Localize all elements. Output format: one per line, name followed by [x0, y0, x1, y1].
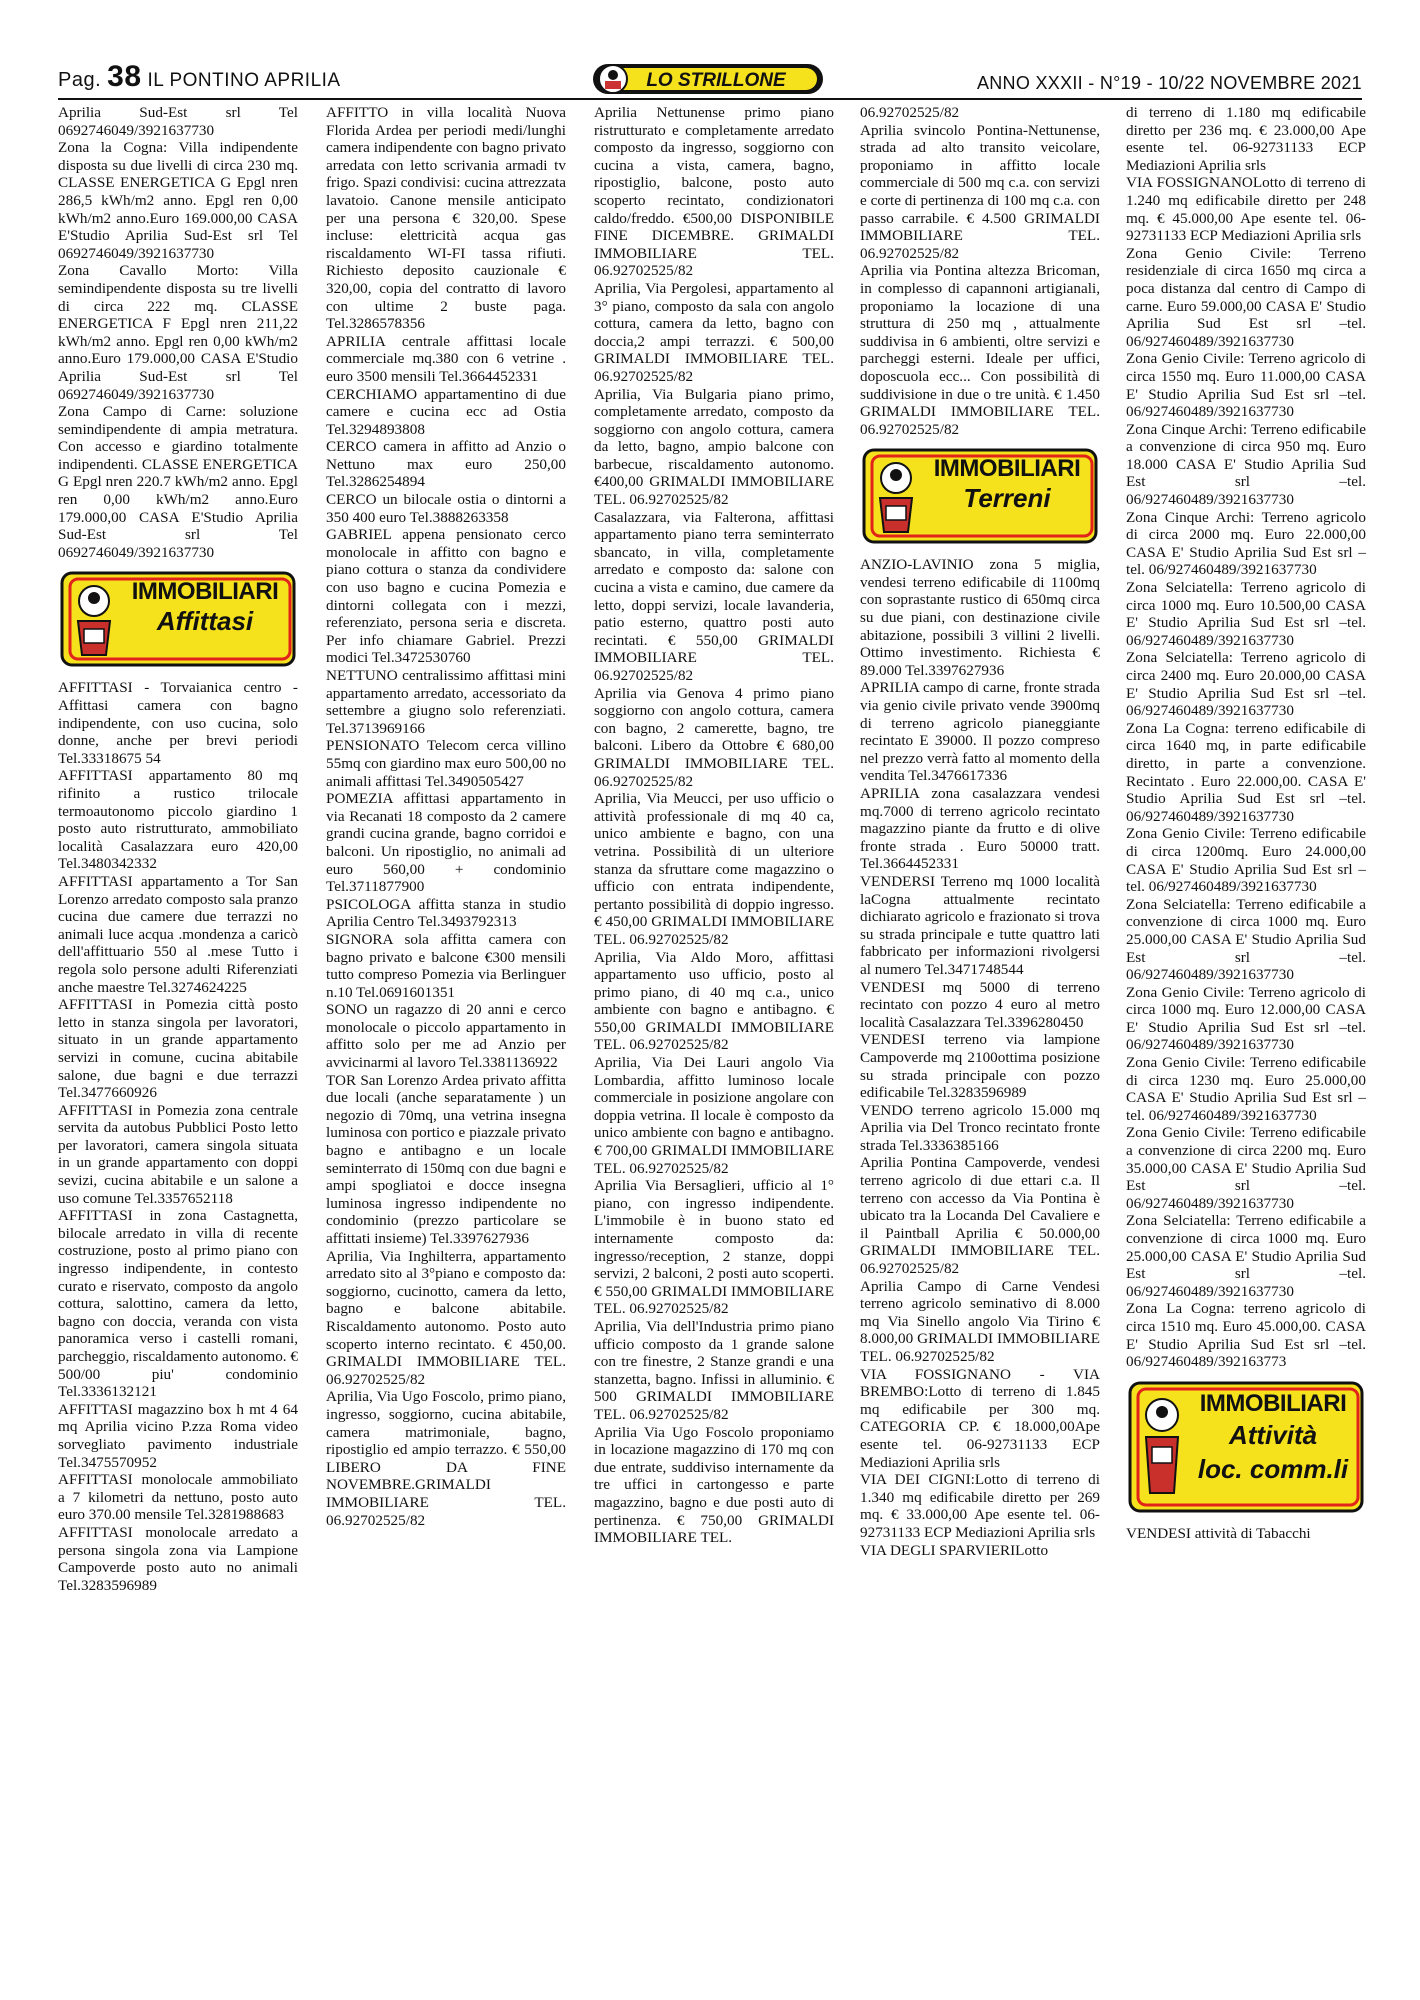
- ad-text: Zona Cinque Archi: Terreno agricolo di circa 2000 mq. Euro 22.000,00 CASA E' Studio Aprilia Sud Est srl –tel. 06/927460489/3921637730: [1126, 508, 1366, 579]
- ad-text: AFFITTASI in zona Castagnetta, bilocale arredato in villa di recente costruzione, posto al primo piano con ingresso indipendente, in contesto curato e riservato, composto da angolo cottura, salottino, camera da letto, bagno con doccia, veranda con vista panoramica verso i castelli romani, parcheggio, riscaldamento autonomo. € 500/00 piu' condominio Tel.3336132121: [58, 1207, 298, 1401]
- ad-text: VENDERSI Terreno mq 1000 località laCogna attualmente recintato dichiarato agricolo e frazionato si trova su strada principale e tutte quattro lati fabbricato per informazioni rivolgersi al numero Tel.3471748544: [860, 872, 1100, 978]
- issue-info: ANNO XXXII - N°19 - 10/22 NOVEMBRE 2021: [976, 73, 1362, 93]
- ad-text: Zona Genio Civile: Terreno edificabile a convenzione di circa 2200 mq. Euro 35.000,00 CASA E' Studio Aprilia Sud Est srl –tel. 06/927460489/3921637730: [1126, 1124, 1366, 1212]
- ad-text: Aprilia Via Bersaglieri, ufficio al 1° piano, con ingresso indipendente. L'immobile è in buono stato ed internamente composto da: ingresso/reception, 2 stanze, doppi servizi, 2 balconi, 2 posti auto scoperti. € 550,00 GRIMALDI IMMOBILIARE TEL. 06.92702525/82: [594, 1177, 834, 1318]
- ad-text: AFFITTASI monolocale ammobiliato a 7 kilometri da nettuno, posto auto euro 370.00 mensile Tel.3281988683: [58, 1471, 298, 1524]
- ad-text: AFFITTO in villa località Nuova Florida Ardea per periodi medi/lunghi camera indipendente con bagno privato arredata con letto scrivania armadi tv frigo. Spazi condivisi: cucina attrezzata lavatoio. Canone mensile anticipato per una persona € 320,00. Spese incluse: elettricità acqua gas riscaldamento WI-FI tassa rifiuti. Richiesto deposito cauzionale € 320,00, copia del contratto di lavoro con ultime 2 buste paga. Tel.3286578356: [326, 104, 566, 333]
- ad-text: Zona Campo di Carne: soluzione semindipendente di ampia metratura. Con accesso e giardino totalmente indipendenti. CLASSE ENERGETICA G Epgl nren 220.7 kWh/m2 anno. Epgl ren 0,00 kWh/m2 anno.Euro 179.000,00 CASA E'Studio Aprilia Sud-Est srl Tel 0692746049/3921637730: [58, 403, 298, 561]
- badge-title: IMMOBILIARI: [131, 578, 279, 606]
- ad-text: Zona la Cogna: Villa indipendente disposta su due livelli di circa 230 mq. CLASSE ENERGETICA G Epgl nren 286,5 kWh/m2 anno. Epgl ren 0,00 kWh/m2 anno.Euro 169.000,00 CASA E'Studio Aprilia Sud-Est srl Tel 0692746049/3921637730: [58, 139, 298, 262]
- ad-text: VIA DEI CIGNI:Lotto di terreno di 1.340 mq edificabile diretto per 269 mq. € 33.000,00 Ape esente tel. 06-92731133 ECP Mediazioni Aprilia srls: [860, 1471, 1100, 1541]
- ad-text: Zona Selciatella: Terreno agricolo di circa 1000 mq. Euro 10.500,00 CASA E' Studio Aprilia Sud Est srl –tel. 06/927460489/3921637730: [1126, 579, 1366, 649]
- ad-text: VENDESI mq 5000 di terreno recintato con pozzo 4 euro al metro località Casalazzara Tel.3396280450: [860, 978, 1100, 1031]
- badge-subtitle: Terreni: [963, 483, 1051, 514]
- ad-text: VIA FOSSIGNANOLotto di terreno di 1.240 mq edificabile diretto per 248 mq. € 45.000,00 Ape esente tel. 06-92731133 ECP Mediazioni Aprilia srls: [1126, 174, 1366, 245]
- page-number: 38: [107, 60, 142, 93]
- ad-text: Zona Genio Civile: Terreno edificabile di circa 1200mq. Euro 24.000,00 CASA E' Studio Aprilia Sud Est srl –tel. 06/927460489/3921637730: [1126, 825, 1366, 896]
- ad-text: Aprilia, Via Meucci, per uso ufficio o attività professionale di mq 40 ca, unico ambiente e bagno, con una vetrina. Possibilità di un ulteriore stanza da sfruttare come magazzino o ufficio con entrata indipendente, pertanto possibilità di doppio ingresso. € 450,00 GRIMALDI IMMOBILIARE TEL. 06.92702525/82: [594, 790, 834, 948]
- ad-text: Zona Cavallo Morto: Villa semindipendente disposta su tre livelli di circa 222 mq. CLASSE ENERGETICA F Epgl nren 211,22 kWh/m2 anno. Epgl ren 0,00 kWh/m2 anno.Euro 179.000,00 CASA E'Studio Aprilia Sud-Est srl Tel 0692746049/3921637730: [58, 262, 298, 403]
- ad-text: VENDO terreno agricolo 15.000 mq Aprilia via Del Tronco recintato fronte strada Tel.3336385166: [860, 1101, 1100, 1154]
- section-badge-attivita: [1128, 1381, 1364, 1513]
- ad-text: SIGNORA sola affitta camera con bagno privato e balcone €300 mensili tutto compreso Pomezia via Berlinguer n.10 Tel.0691601351: [326, 930, 566, 1001]
- ad-text: Aprilia Pontina Campoverde, vendesi terreno agricolo di due ettari c.a. Il terreno con accesso da Via Pontina è ubicato tra la Locanda Del Cavaliere e il Paintball Aprilia € 50.000,00 GRIMALDI IMMOBILIARE TEL. 06.92702525/82: [860, 1154, 1100, 1278]
- ad-text: VIA FOSSIGNANO - VIA BREMBO:Lotto di terreno di 1.845 mq edificabile per 300 mq. CATEGORIA CP. € 18.000,00Ape esente tel. 06-92731133 ECP Mediazioni Aprilia srls: [860, 1365, 1100, 1471]
- ad-text: Zona La Cogna: terreno agricolo di circa 1510 mq. Euro 45.000,00. CASA E' Studio Aprilia Sud Est srl –tel. 06/927460489/392163773: [1126, 1300, 1366, 1371]
- ad-text: VENDESI terreno via lampione Campoverde mq 2100ottima posizione su strada principale con pozzo edificabile Tel.3283596989: [860, 1031, 1100, 1102]
- ad-text: APRILIA zona casalazzara vendesi mq.7000 di terreno agricolo recintato magazzino piante da frutto e di olive fronte strada . Euro 50000 tratt. Tel.3664452331: [860, 785, 1100, 873]
- ad-text: Zona Cinque Archi: Terreno edificabile a convenzione di circa 950 mq. Euro 18.000 CASA E' Studio Aprilia Sud Est srl –tel. 06/927460489/3921637730: [1126, 420, 1366, 509]
- ad-text: Aprilia, Via dell'Industria primo piano ufficio composto da 1 grande salone con tre finestre, 2 Stanze grandi e una stanzetta, bagno. Infissi in alluminio. € 500 GRIMALDI IMMOBILIARE TEL. 06.92702525/82: [594, 1317, 834, 1423]
- ad-text: Aprilia, Via Ugo Foscolo, primo piano, ingresso, soggiorno, cucina abitabile, camera matrimoniale, bagno, ripostiglio ed ampio terrazzo. € 550,00 LIBERO DA FINE NOVEMBRE.GRIMALDI IMMOBILIARE TEL. 06.92702525/82: [326, 1388, 566, 1529]
- ad-text: Zona Genio Civile: Terreno agricolo di circa 1550 mq. Euro 11.000,00 CASA E' Studio Aprilia Sud Est srl –tel. 06/927460489/3921637730: [1126, 350, 1366, 421]
- ad-text: APRILIA centrale affittasi locale commerciale mq.380 con 6 vetrine . euro 3500 mensili Tel.3664452331: [326, 332, 566, 385]
- ad-text: Aprilia Sud-Est srl Tel 0692746049/3921637730: [58, 104, 298, 139]
- ad-text: Aprilia, Via Pergolesi, appartamento al 3° piano, composto da sala con angolo cottura, camera da letto, bagno con doccia,2 ampi terrazzi. € 500,00 GRIMALDI IMMOBILIARE TEL. 06.92702525/82: [594, 279, 834, 385]
- column-1: [58, 104, 298, 1964]
- ad-text: PSICOLOGA affitta stanza in studio Aprilia Centro Tel.3493792313: [326, 895, 566, 931]
- ad-text: Aprilia svincolo Pontina-Nettunense, strada ad alto transito veicolare, proponiamo in affitto locale commerciale di 500 mq c.a. con servizi e corte di pertinenza di 100 mq c.a. con passo carrabile. € 4.500 GRIMALDI IMMOBILIARE TEL. 06.92702525/82: [860, 121, 1100, 262]
- badge-title: IMMOBILIARI: [933, 455, 1081, 483]
- badge-subtitle-2: loc. comm.li: [1197, 1453, 1349, 1484]
- ad-text: CERCHIAMO appartamentino di due camere e cucina ecc ad Ostia Tel.3294893808: [326, 385, 566, 438]
- ad-text: AFFITTASI appartamento 80 mq rifinito a rustico trilocale termoautonomo piccolo giardino 1 posto auto ristrutturato, ammobiliato località Casalazzara euro 420,00 Tel.3480342332: [58, 767, 298, 873]
- header-left: [58, 60, 341, 94]
- column-4: [860, 104, 1100, 1964]
- ad-text: POMEZIA affittasi appartamento in via Recanati 18 composto da 2 camere grandi cucina grande, bagno corridoi e balconi. Un ripostiglio, no animali ad euro 560,00 + condominio Tel.3711877900: [326, 790, 566, 896]
- ad-text: GABRIEL appena pensionato cerco monolocale in affitto con bagno e piano cottura o stanza da condividere con uso bagno e cucina Pomezia e dintorni collegata con i mezzi, referenziato, persona seria e discreta. Per info chiamare Gabriel. Prezzi modici Tel.3472530760: [326, 526, 566, 667]
- ad-text: AFFITTASI in Pomezia città posto letto in stanza singola per lavoratori, situato in un grande appartamento servizi in comune, cucina abitabile salone, due bagni e due terrazzi Tel.3477660926: [58, 996, 298, 1102]
- ad-text: PENSIONATO Telecom cerca villino 55mq con giardino max euro 500,00 no animali affittasi Tel.3490505427: [326, 737, 566, 790]
- ad-text: NETTUNO centralissimo affittasi mini appartamento arredato, accessoriato da settembre a giugno solo referenziati. Tel.3713969166: [326, 667, 566, 737]
- lo-strillone-logo: [591, 60, 825, 98]
- logo-text: LO STRILLONE: [646, 70, 786, 91]
- ad-text: Aprilia via Genova 4 primo piano soggiorno con angolo cottura, camera con bagno, 2 camerette, bagno, tre balconi. Libero da Ottobre € 680,00 GRIMALDI IMMOBILIARE TEL. 06.92702525/82: [594, 684, 834, 790]
- ad-text: Zona Selciatella: Terreno edificabile a convenzione di circa 1000 mq. Euro 25.000,00 CASA E' Studio Aprilia Sud Est srl –tel. 06/927460489/3921637730: [1126, 1212, 1366, 1300]
- ad-text: AFFITTASI magazzino box h mt 4 64 mq Aprilia vicino P.zza Roma video sorvegliato pavimento industriale Tel.3475570952: [58, 1400, 298, 1471]
- column-3: [594, 104, 834, 1964]
- ad-text: Zona La Cogna: terreno edificabile di circa 1640 mq, in parte edificabile diretto, in parte a convenzione. Recintato . Euro 22.000,00. CASA E' Studio Aprilia Sud Est srl –tel. 06/927460489/3921637730: [1126, 719, 1366, 825]
- ad-text: Aprilia via Pontina altezza Bricoman, in complesso di capannoni artigianali, proponiamo la locazione di una struttura di 250 mq , attualmente suddivisa in 6 ambienti, oltre servizi e parcheggi esterni. Ideale per uffici, doposcuola ecc... Con possibilità di suddivisione in due o tre unità. € 1.450 GRIMALDI IMMOBILIARE TEL. 06.92702525/82: [860, 262, 1100, 438]
- ad-text: TOR San Lorenzo Ardea privato affitta due locali (anche separatamente ) un negozio di 70mq, una vetrina insegna luminosa con portico e piazzale privato bagno e antibagno e un locale seminterrato di 150mq con due bagni e ampi spogliatoi e docce insegna luminosa ingresso indipendente no condominio (prezzo particolare se affittati insieme) Tel.3397627936: [326, 1071, 566, 1247]
- ad-text: CERCO un bilocale ostia o dintorni a 350 400 euro Tel.3888263358: [326, 491, 566, 526]
- ad-text: ANZIO-LAVINIO zona 5 miglia, vendesi terreno edificabile di 1100mq con soprastante rustico di 650mq circa su due piani, con destinazione civile abitazione, possibili 3 villini 2 livelli. Ottimo investimento. Richiesta € 89.000 Tel.3397627936: [860, 556, 1100, 679]
- ad-text: Aprilia, Via Inghilterra, appartamento arredato sito al 3°piano e composto da: soggiorno, cucinotto, camera da letto, bagno e balcone abitabile. Riscaldamento autonomo. Posto auto scoperto interno recintato. € 450,00. GRIMALDI IMMOBILIARE TEL. 06.92702525/82: [326, 1247, 566, 1388]
- ad-text: AFFITTASI - Torvaianica centro - Affittasi camera con bagno indipendente, con uso cucina, solo donne, anche per brevi periodi Tel.33318675 54: [58, 679, 298, 767]
- page-label: Pag.: [58, 69, 102, 91]
- badge-title: IMMOBILIARI: [1199, 1389, 1347, 1417]
- ad-text: Aprilia Nettunense primo piano ristrutturato e completamente arredato composto da ingresso, soggiorno con cucina a vista, camera, bagno, ripostiglio, balcone, posto auto scoperto recintato, condizionatori caldo/freddo. €500,00 DISPONIBILE FINE DICEMBRE. GRIMALDI IMMOBILIARE TEL. 06.92702525/82: [594, 104, 834, 280]
- badge-subtitle: Attività: [1228, 1419, 1318, 1450]
- ad-text: Casalazzara, via Falterona, affittasi appartamento piano terra seminterrato sbancato, in villa, completamente arredato e composto da: salone con cucina a vista e camino, due camere da letto, doppi servizi, locale lavanderia, patio esterno, quattro posti auto recintati. € 550,00 GRIMALDI IMMOBILIARE TEL. 06.92702525/82: [594, 508, 834, 684]
- ad-text: di terreno di 1.180 mq edificabile diretto per 236 mq. € 23.000,00 Ape esente tel. 06-92731133 ECP Mediazioni Aprilia srls: [1126, 104, 1366, 174]
- ad-text: Zona Genio Civile: Terreno agricolo di circa 1000 mq. Euro 12.000,00 CASA E' Studio Aprilia Sud Est srl –tel. 06/927460489/3921637730: [1126, 983, 1366, 1054]
- ad-text: AFFITTASI in Pomezia zona centrale servita da autobus Pubblici Posto letto per lavoratori, camera singola situata in un grande appartamento con doppi sevizi, cucina abitabile e un salone a uso comune Tel.3357652118: [58, 1101, 298, 1207]
- ad-text: Aprilia, Via Bulgaria piano primo, completamente arredato, composto da soggiorno con angolo cottura, camera da letto, bagno, ampio balcone con barbecue, riscaldamento autonomo. €400,00 GRIMALDI IMMOBILIARE TEL. 06.92702525/82: [594, 385, 834, 509]
- ad-text: Aprilia, Via Aldo Moro, affittasi appartamento uso ufficio, posto al primo piano, di 40 mq c.a., unico ambiente con bagno e antibagno. € 550,00 GRIMALDI IMMOBILIARE TEL. 06.92702525/82: [594, 948, 834, 1054]
- logo-graphic: [591, 60, 825, 98]
- section-badge-terreni: [862, 448, 1098, 544]
- section-badge-affittasi: [60, 571, 296, 667]
- column-2: [326, 104, 566, 1964]
- ad-text: VENDESI attività di Tabacchi: [1126, 1524, 1311, 1542]
- ad-text: Aprilia Campo di Carne Vendesi terreno agricolo seminativo di 8.000 mq Via Sinello angolo Via Tirino € 8.000,00 GRIMALDI IMMOBILIARE TEL. 06.92702525/82: [860, 1277, 1100, 1365]
- ad-text: 06.92702525/82: [860, 104, 960, 121]
- ad-text: Zona Selciatella: Terreno agricolo di circa 2400 mq. Euro 20.000,00 CASA E' Studio Aprilia Sud Est srl –tel. 06/927460489/3921637730: [1126, 649, 1366, 720]
- ad-text: VIA DEGLI SPARVIERILotto: [860, 1541, 1049, 1559]
- ad-text: Aprilia Via Ugo Foscolo proponiamo in locazione magazzino di 170 mq con due entrate, suddiviso internamente da tre uffici in cartongesso e parte magazzino, bagno e due posti auto di pertinenza. € 750,00 GRIMALDI IMMOBILIARE TEL.: [594, 1423, 834, 1547]
- ad-text: AFFITTASI appartamento a Tor San Lorenzo arredato composto sala pranzo cucina due camere due terrazzi no animali luce acqua .mondenza a caricò dell'affittuario 550 al .mese Tutto i regola solo persone adulti Riferenziati anche maestre Tel.3274624225: [58, 872, 298, 996]
- ad-text: Aprilia, Via Dei Lauri angolo Via Lombardia, affitto luminoso locale commerciale in posizione angolare con doppia vetrina. Il locale è composto da unico ambiente con bagno e antibagno. € 700,00 GRIMALDI IMMOBILIARE TEL. 06.92702525/82: [594, 1054, 834, 1177]
- ad-text: AFFITTASI monolocale arredato a persona singola zona via Lampione Campoverde posto auto no animali Tel.3283596989: [58, 1523, 298, 1594]
- publication-name: IL PONTINO APRILIA: [147, 70, 341, 91]
- ad-text: APRILIA campo di carne, fronte strada via genio civile privato vende 3900mq di terreno agricolo pianeggiante recintato E 39000. Il pozzo compreso nel prezzo verrà fatto al momento della vendita Tel.3476617336: [860, 679, 1100, 785]
- ad-text: SONO un ragazzo di 20 anni e cerco monolocale o piccolo appartamento in affitto solo per me ad Anzio per avvicinarmi al lavoro Tel.3381136922: [326, 1001, 566, 1072]
- ad-text: Zona Genio Civile: Terreno residenziale di circa 1650 mq circa a poca distanza dal centro di Campo di carne. Euro 59.000,00 CASA E' Studio Aprilia Sud Est srl –tel. 06/927460489/3921637730: [1126, 244, 1366, 350]
- column-5: [1126, 104, 1366, 1964]
- ad-text: Zona Genio Civile: Terreno edificabile di circa 1230 mq. Euro 25.000,00 CASA E' Studio Aprilia Sud Est srl –tel. 06/927460489/3921637730: [1126, 1054, 1366, 1124]
- ad-text: CERCO camera in affitto ad Anzio o Nettuno max euro 250,00 Tel.3286254894: [326, 438, 566, 491]
- badge-subtitle: Affittasi: [156, 606, 254, 637]
- ad-text: Zona Selciatella: Terreno edificabile a convenzione di circa 1000 mq. Euro 25.000,00 CASA E' Studio Aprilia Sud Est srl –tel. 06/927460489/3921637730: [1126, 895, 1366, 984]
